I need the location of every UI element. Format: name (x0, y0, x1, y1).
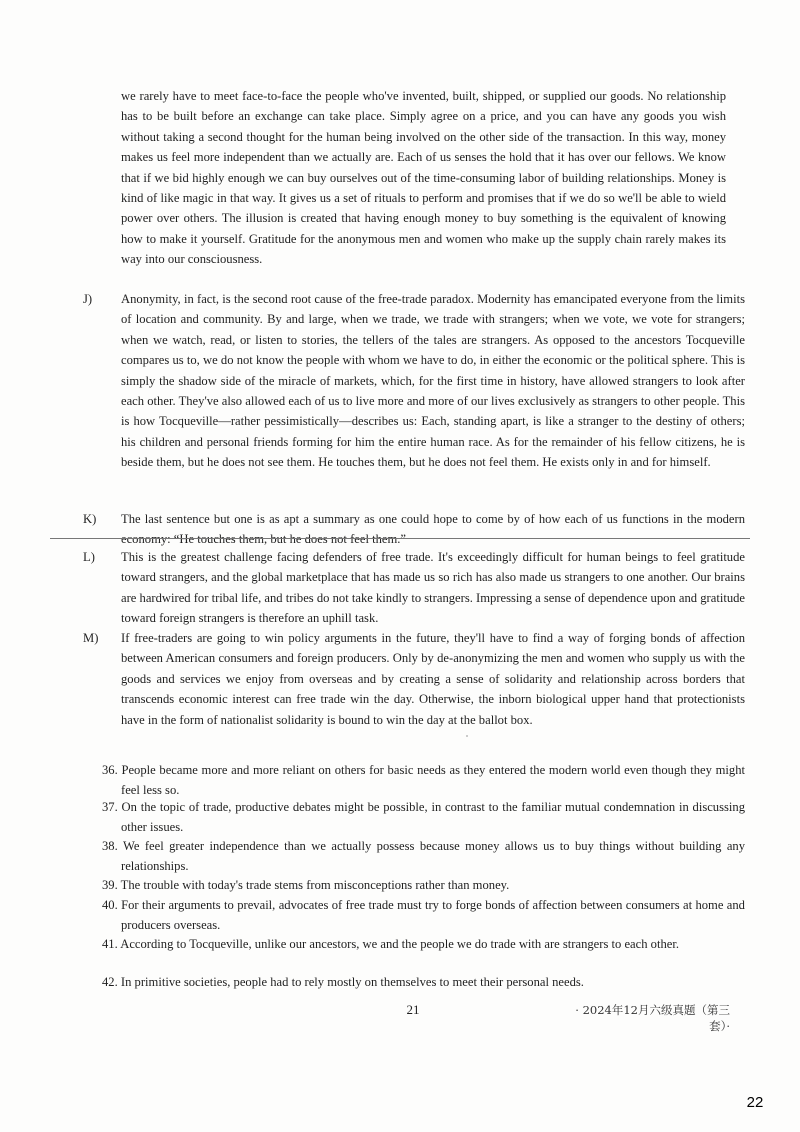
question-item (102, 797, 745, 838)
passage-paragraph-l (83, 547, 745, 629)
question-text: We feel greater independence than we actually possess because money allows us to buy things without building any relationships. (121, 839, 746, 874)
question-item (102, 836, 745, 877)
page-number: 21 (406, 1002, 420, 1017)
question-text: People became more and more reliant on others for basic needs as they entered the modern world even though they might feel less so. (121, 763, 745, 798)
paragraph-text: Anonymity, in fact, is the second root cause of the free-trade paradox. Modernity has emancipated everyone from the limits of location and community. By and large, when we trade, we trade with strangers; when we vote, we vote for strangers; when we watch, read, or listen to stories, the tellers of the tales are strangers. As opposed to the ancestors Tocqueville compares us to, we do not know the people with whom we have to do, in either the economic or the political sphere. This is simply the shadow side of the miracle of markets, which, for the first time in history, have allowed strangers to look after each other. They've also allowed each of us to live more and more of our lives exclusively as strangers to other people. This is how Tocqueville—rather pessimistically—describes us: Each, standing apart, is like a stranger to the destiny of others; his children and personal friends forming for him the entire human race. As for the remainder of his fellow citizens, he is beside them, but he does not see them. He touches them, but he does not feel them. He exists only in and for himself. (121, 292, 745, 470)
running-footer-title: · 2024年12月六级真题（第三套）· (575, 1003, 730, 1033)
question-number: 36. (102, 763, 118, 777)
question-item (102, 972, 745, 992)
paragraph-text: If free-traders are going to win policy arguments in the future, they'll have to find a way of forging bonds of affection between American consumers and foreign producers. Only by de-anonymizing the men and women who supply us with the goods and services we enjoy from overseas and by creating a sense of solidarity and relationship across borders that transcends economic interest can free trade win the day. Otherwise, the inborn biological upper hand that protectionists have in the form of nationalist solidarity is bound to win the day at the ballot box. (121, 631, 745, 727)
paragraph-text: The last sentence but one is as apt a summary as one could hope to come by of how each of us functions in the modern economy: “He touches them, but he does not feel them.” (121, 512, 745, 547)
question-item (102, 934, 745, 954)
paragraph-label: M) (83, 631, 99, 645)
question-text: In primitive societies, people had to rely mostly on themselves to meet their personal needs. (120, 975, 584, 989)
paragraph-text: This is the greatest challenge facing defenders of free trade. It's exceedingly difficult for human beings to feel gratitude toward strangers, and the global marketplace that has made us so rich has also made us strangers to one another. Our brains are hardwired for tribal life, and tribes do not take kindly to strangers. Impressing a sense of dependence upon and gratitude toward foreign strangers is therefore an uphill task. (121, 550, 745, 626)
question-number: 40. (102, 898, 118, 912)
question-item (102, 760, 745, 801)
question-text: The trouble with today's trade stems from misconceptions rather than money. (120, 878, 510, 892)
paragraph-label: J) (83, 292, 93, 306)
question-number: 38. (102, 839, 118, 853)
question-number: 37. (102, 800, 118, 814)
passage-paragraph-j (83, 289, 745, 473)
passage-paragraph-k (83, 509, 745, 550)
passage-paragraph-i-continuation: we rarely have to meet face-to-face the people who've invented, built, shipped, or supplied our goods. No relationship has to be built before an exchange can take place. Simply agree on a price, and you can have any goods you wish without taking a second thought for the human being involved on the other side of the transaction. In this way, money makes us feel more independent than we actually are. Each of us senses the hold that it has over our fellows. We know that if we bid highly enough we can buy ourselves out of the time-consuming labor of building relationships. Money is kind of like magic in that way. It gives us a set of rituals to perform and promises that if we do so we'll be able to wield power over others. The illusion is created that having enough money to buy something is the equivalent of knowing how to make it yourself. Gratitude for the anonymous men and women who make up the supply chain rarely makes its way into our consciousness. (121, 89, 726, 267)
scan-page-number: 22 (746, 1094, 764, 1111)
question-number: 41. (102, 937, 118, 951)
question-text: On the topic of trade, productive debates might be possible, in contrast to the familiar mutual condemnation in discussing other issues. (121, 800, 746, 835)
passage-paragraph-m (83, 628, 745, 730)
paragraph-label: L) (83, 550, 95, 564)
paragraph-label: K) (83, 512, 97, 526)
question-text: According to Tocqueville, unlike our ancestors, we and the people we do trade with are strangers to each other. (120, 937, 679, 951)
question-text: For their arguments to prevail, advocates of free trade must try to forge bonds of affection between consumers at home and producers overseas. (121, 898, 745, 933)
scan-speck (466, 735, 468, 737)
question-item (102, 895, 745, 936)
question-item (102, 875, 745, 895)
question-number: 42. (102, 975, 118, 989)
scan-fold-line (50, 538, 750, 539)
question-number: 39. (102, 878, 118, 892)
